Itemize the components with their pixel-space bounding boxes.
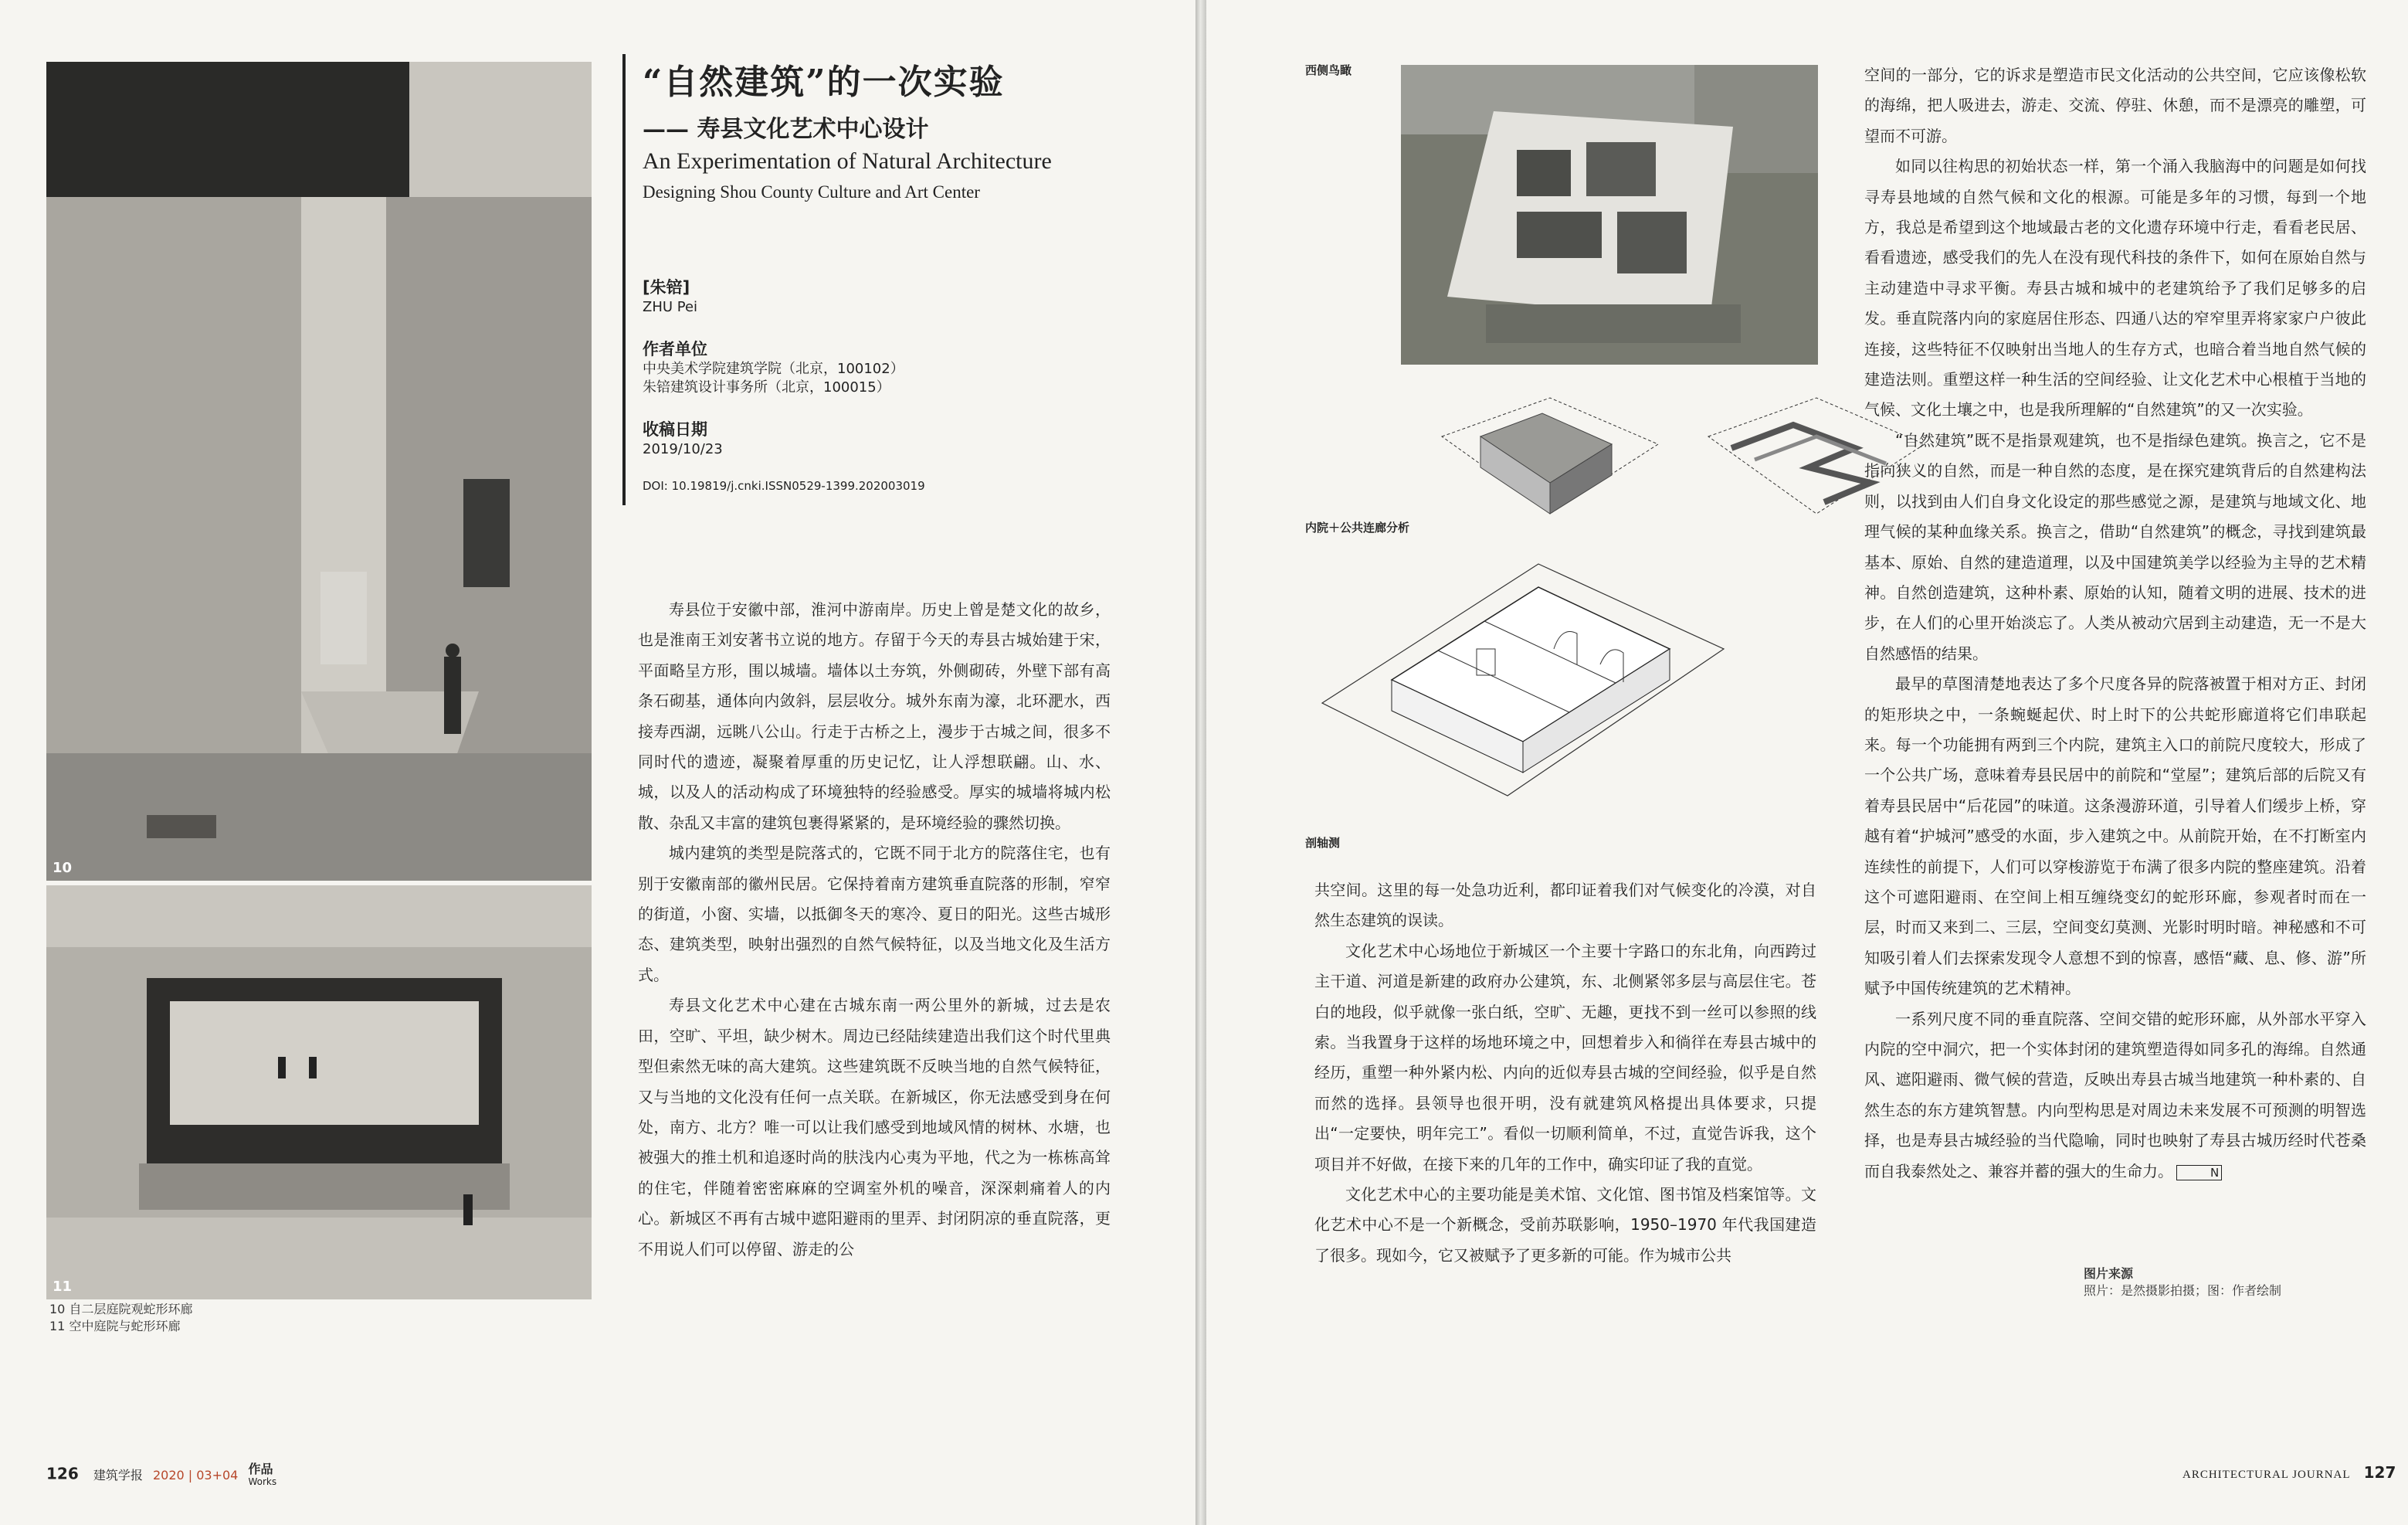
- received-date: 2019/10/23: [643, 441, 723, 457]
- doi: DOI: 10.19819/j.cnki.ISSN0529-1399.202003019: [643, 479, 925, 493]
- concrete-corridor-image: [46, 62, 592, 881]
- paragraph: 最早的草图清楚地表达了多个尺度各异的院落被置于相对方正、封闭的矩形块之中，一条蜿蜒起伏、时上时下的公共蛇形廊道将它们串联起来。每一个功能拥有两到三个内院，建筑主入口的前院尺度较大，形成了一个公共广场，意味着寿县民居中的前院和“堂屋”；建筑后部的后院又有着寿县民居中“后花园”的味道。这条漫游环道，引导着人们缓步上桥，穿越有着“护城河”感受的水面，步入建筑之中。从前院开始，在不打断室内连续性的前提下，人们可以穿梭游览于布满了很多内院的整座建筑。沿着这个可遮阳避雨、在空间上相互缠绕变幻的蛇形环廊，参观者时而在一层，时而又来到二、三层，空间变幻莫测、光影时明时暗。神秘感和不可知吸引着人们去探索发现令人意想不到的惊喜，感悟“藏、息、修、游”所赋予中国传统建筑的艺术精神。: [1864, 674, 2366, 998]
- paragraph: [1864, 1004, 2366, 1187]
- spine-gutter: [1196, 0, 1206, 1525]
- paragraph: 空间的一部分，它的诉求是塑造市民文化活动的公共空间，它应该像松软的海绵，把人吸进去，游走、交流、停驻、休憩，而不是漂亮的雕塑，可望而不可游。: [1864, 66, 2366, 145]
- body-column-right: [1864, 60, 2366, 1187]
- courtyard-diagram-solid: [1434, 390, 1666, 521]
- caption-fig11: 11 空中庭院与蛇形环廊: [49, 1319, 181, 1333]
- paragraph: “自然建筑”既不是指景观建筑，也不是指绿色建筑。换言之，它不是指向狭义的自然，而是一种自然的态度，是在探究建筑背后的自然建构法则，以找到由人们自身文化设定的那些感觉之源，是建筑与地域文化、地理气候的某种血缘关系。换言之，借助“自然建筑”的概念，寻找到建筑最基本、原始、自然的建造道理，以及中国建筑美学以经验为主导的艺术精神。自然创造建筑，这种朴素、原始的认知，随着文明的进展、技术的进步，在人们的心里开始淡忘了。人类从被动穴居到主动建造，无一不是大自然感悟的结果。: [1864, 430, 2366, 663]
- section-en: Works: [248, 1476, 277, 1487]
- body-column-left: [638, 595, 1111, 1265]
- photo-fig10: [46, 62, 592, 881]
- author-block: [643, 275, 697, 317]
- received-heading: 收稿日期: [643, 420, 707, 439]
- image-credits: [2084, 1265, 2281, 1299]
- paragraph: 城内建筑的类型是院落式的，它既不同于北方的院落住宅，也有别于安徽南部的徽州民居。它保持着南方建筑垂直院落的形制，窄窄的街道，小窗、实墙，以抵御冬天的寒冷、夏日的阳光。这些古城形态、建筑类型，映射出强烈的自然气候特征，以及当地文化及生活方式。: [638, 844, 1111, 984]
- aerial-photo: [1401, 65, 1818, 365]
- issue: 2020 | 03+04: [152, 1467, 239, 1483]
- affiliation-line: 朱锫建筑设计事务所（北京，100015）: [643, 379, 890, 396]
- article-subtitle-en: Designing Shou County Culture and Art Center: [643, 182, 980, 202]
- page-number: 126: [46, 1464, 79, 1483]
- credits-heading: 图片来源: [2084, 1266, 2134, 1281]
- figure-captions: [49, 1301, 192, 1335]
- sky-courtyard-image: [46, 885, 592, 1299]
- left-page: [0, 0, 1196, 1525]
- page-number: 127: [2363, 1463, 2396, 1482]
- credits-text: 照片：是然摄影拍摄；图：作者绘制: [2084, 1283, 2282, 1298]
- folio-right: [2182, 1463, 2396, 1482]
- aerial-view-image: [1401, 65, 1818, 365]
- paragraph: 文化艺术中心的主要功能是美术馆、文化馆、图书馆及档案馆等。文化艺术中心不是一个新概念，受前苏联影响，1950–1970 年代我国建造了很多。现如今，它又被赋予了更多新的可能。作为城市公共: [1314, 1185, 1816, 1265]
- journal-name-en: ARCHITECTURAL JOURNAL: [2182, 1469, 2351, 1481]
- author-name-en: ZHU Pei: [643, 299, 698, 315]
- journal-name: 建筑学报: [93, 1467, 143, 1483]
- paragraph-text: 一系列尺度不同的垂直院落、空间交错的蛇形环廊，从外部水平穿入内院的空中洞穴，把一个实体封闭的建筑塑造得如同多孔的海绵。自然通风、遮阳避雨、微气候的营造，反映出寿县古城当地建筑一种朴素的、自然生态的东方建筑智慧。内向型构思是对周边未来发展不可预测的明智选择，也是寿县古城经验的当代隐喻，同时也映射了寿县古城历经时代苍桑而自我泰然处之、兼容并蓄的强大的生命力。: [1864, 1009, 2366, 1180]
- folio-left: [46, 1463, 276, 1488]
- axon-label: 剖轴测: [1305, 836, 1341, 850]
- caption-fig10: 10 自二层庭院观蛇形环廊: [49, 1302, 193, 1316]
- affiliation-line: 中央美术学院建筑学院（北京，100102）: [643, 361, 904, 377]
- paragraph: 文化艺术中心场地位于新城区一个主要十字路口的东北角，向西跨过主干道、河道是新建的政府办公建筑，东、北侧紧邻多层与高层住宅。苍白的地段，似乎就像一张白纸，空旷、无趣，更找不到一丝可以参照的线索。当我置身于这样的场地环境之中，回想着步入和徜徉在寿县古城中的经历，重塑一种外紧内松、内向的近似寿县古城的空间经验，似乎是自然而然的选择。县领导也很开明，没有就建筑风格提出具体要求，只提出“一定要快，明年完工”。看似一切顺利简单，不过，直觉告诉我，这个项目并不好做，在接下来的几年的工作中，确实印证了我的直觉。: [1314, 941, 1816, 1173]
- fig11-number: 11: [53, 1279, 73, 1295]
- author-name-cn: [朱锫]: [643, 278, 690, 297]
- photo-fig11: [46, 885, 592, 1299]
- aerial-label: 西侧鸟瞰: [1305, 63, 1352, 77]
- title-rule: [622, 54, 626, 505]
- affiliation-heading: 作者单位: [643, 340, 707, 358]
- paragraph: 共空间。这里的每一处急功近利，都印证着我们对气候变化的冷漠，对自然生态建筑的误读。: [1314, 881, 1816, 930]
- section-cn: 作品: [248, 1462, 273, 1476]
- sectional-axonometric-drawing: [1307, 533, 1739, 811]
- article-subtitle: —— 寿县文化艺术中心设计: [643, 116, 929, 143]
- paragraph: 寿县文化艺术中心建在古城东南一两公里外的新城，过去是农田，空旷、平坦，缺少树木。周边已经陆续建造出我们这个时代里典型但索然无味的高大建筑。这些建筑既不反映当地的自然气候特征，又与当地的文化没有任何一点关联。在新城区，你无法感受到身在何处，南方、北方？唯一可以让我们感受到地域风情的树林、水塘，也被强大的推土机和追逐时尚的肤浅内心夷为平地，代之为一栋栋高耸的住宅，伴随着密密麻麻的空调室外机的噪音，深深刺痛着人的内心。新城区不再有古城中遮阳避雨的里弄、封闭阴凉的垂直院落，更不用说人们可以停留、游走的公: [638, 996, 1111, 1258]
- paragraph: 寿县位于安徽中部，淮河中游南岸。历史上曾是楚文化的故乡，也是淮南王刘安著书立说的地方。存留于今天的寿县古城始建于宋，平面略呈方形，围以城墙。墙体以土夯筑，外侧砌砖，外壁下部有高条石砌基，通体向内敛斜，层层收分。城外东南为濠，北环淝水，西接寿西湖，远眺八公山。行走于古桥之上，漫步于古城之间，很多不同时代的遗迹，凝聚着厚重的历史记忆，让人浮想联翩。山、水、城，以及人的活动构成了环境独特的经验感受。厚实的城墙将城内松散、杂乱又丰富的建筑包裹得紧紧的，是环境经验的骤然切换。: [638, 600, 1111, 832]
- fig10-number: 10: [53, 860, 73, 876]
- diagram-label: 内院＋公共连廊分析: [1305, 521, 1410, 535]
- right-page: [1206, 0, 2408, 1525]
- received-block: [643, 417, 723, 459]
- paragraph: 如同以往构思的初始状态一样，第一个涌入我脑海中的问题是如何找寻寿县地域的自然气候和文化的根源。可能是多年的习惯，每到一个地方，我总是希望到这个地域最古老的文化遗存环境中行走，看看老民居、看看遗迹，感受我们的先人在没有现代科技的条件下，如何在原始自然与主动建造中寻求平衡。寿县古城和城中的老建筑给予了我们足够多的启发。垂直院落内向的家庭居住形态、四通八达的窄窄里弄将家家户户彼此连接，这些特征不仅映射出当地人的生存方式，也暗合着当地自然气候的建造法则。重塑这样一种生活的空间经验、让文化艺术中心根植于当地的气候、文化土壤之中，也是我所理解的“自然建筑”的又一次实验。: [1864, 157, 2366, 419]
- article-title: “自然建筑”的一次实验: [643, 63, 1005, 102]
- affiliation-block: [643, 337, 904, 397]
- body-column-mid: [1314, 875, 1816, 1271]
- article-title-en: An Experimentation of Natural Architecture: [643, 148, 1052, 174]
- end-mark-icon: N: [2176, 1165, 2222, 1180]
